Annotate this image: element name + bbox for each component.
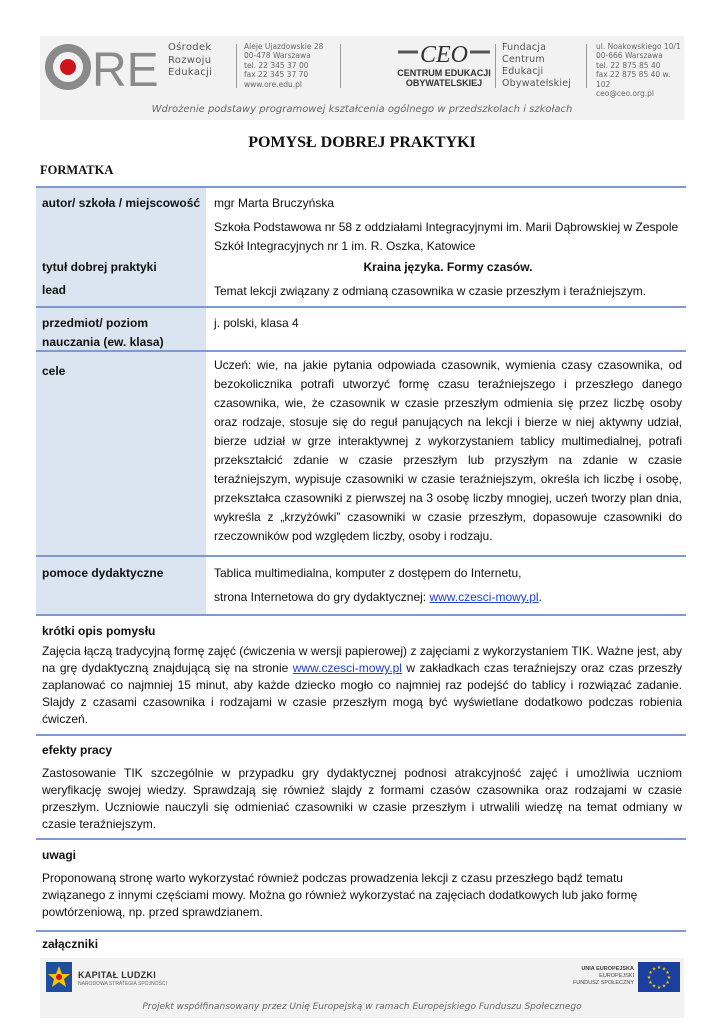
header-divider bbox=[236, 44, 237, 88]
description-link[interactable]: www.czesci-mowy.pl bbox=[292, 661, 402, 675]
page-title: POMYSŁ DOBREJ PRAKTYKI bbox=[248, 134, 476, 151]
label-cell-bg bbox=[36, 352, 206, 555]
svg-text:★: ★ bbox=[651, 983, 657, 990]
author-value: mgr Marta Bruczyńska bbox=[214, 196, 335, 210]
notes-label: uwagi bbox=[42, 848, 77, 862]
svg-text:★: ★ bbox=[665, 980, 670, 986]
ore-logo bbox=[44, 42, 162, 92]
table-rule bbox=[36, 930, 686, 932]
eu-text: UNIA EUROPEJSKA EUROPEJSKI FUNDUSZ SPOŁECZNY bbox=[572, 966, 634, 986]
ceo-name: Fundacja Centrum Edukacji Obywatelskiej bbox=[502, 42, 572, 89]
svg-text:★: ★ bbox=[665, 970, 670, 976]
ore-address: Aleje Ujazdowskie 28 00-478 Warszawa tel. 22 345 37 00 fax 22 345 37 70 www.ore.edu.pl bbox=[244, 42, 324, 89]
svg-text:★: ★ bbox=[648, 970, 653, 976]
footer-banner bbox=[40, 958, 684, 1018]
notes-text: Proponowaną stronę warto wykorzystać również podczas prowadzenia lekcji z czasu przeszłego bądź tematu związanego z innymi częściami mowy. Można go również wykorzystać na zajęciach dodatkowych lub jako formę powtórzeniową, np. przed sprawdzianem. bbox=[42, 871, 638, 919]
header-divider bbox=[340, 44, 341, 88]
game-link[interactable]: www.czesci-mowy.pl bbox=[429, 590, 539, 604]
svg-text:★: ★ bbox=[651, 966, 657, 973]
title-value: Kraina języka. Formy czasów. bbox=[363, 260, 533, 274]
header-banner bbox=[40, 36, 684, 120]
goals-value: Uczeń: wie, na jakie pytania odpowiada czasownik, wymienia czasy czasownika, od bezokolicznika potrafi utworzyć formę czasu teraźniejszego i przeszłego danego czasownika, wie, że czasownik w czasie przeszłym odmienia się przez liczbę osoby oraz rodzaje, stosuje się do reguł panujących na lekcji i bierze w niej aktywny udział, bierze udział w grze interaktywnej z wykorzystaniem tablicy multimedialnej, potrafi przekształcić zdanie w czasie przeszłym lub przyszłym na zdanie w czasie teraźniejszym, wypisuje czasowniki w czasie teraźniejszym, określa ich liczbę i osobę, przekształca czasowniki z pierwszej na 3 osobę liczby mnogiej, uczeń tworzy plan dnia, wykreśla z „krzyżówki” czasowniki w czasie przeszłym, dopasowuje czasowniki do rzeczowników pod względem liczby, osoby i rodzaju. bbox=[214, 358, 682, 543]
ceo-logo bbox=[396, 40, 492, 92]
subject-label: przedmiot/ poziom nauczania (ew. klasa) bbox=[42, 316, 164, 349]
effects-label: efekty pracy bbox=[42, 743, 113, 757]
kapital-ludzki-subtitle: NARODOWA STRATEGIA SPÓJNOŚCI bbox=[78, 981, 167, 987]
svg-text:RE: RE bbox=[92, 44, 159, 92]
school-value: Szkoła Podstawowa nr 58 z oddziałami Integracyjnymi im. Marii Dąbrowskiej w Zespole Szkół Integracyjnych nr 1 im. R. Oszka, Katowice bbox=[214, 220, 679, 253]
svg-text:OBYWATELSKIEJ: OBYWATELSKIEJ bbox=[405, 78, 483, 88]
svg-text:★: ★ bbox=[661, 983, 667, 990]
description-text: Zajęcia łączą tradycyjną formę zajęć (ćwiczenia w wersji papierowej) z zajęciami z wykorzystaniem TIK. Ważne jest, aby na grę dydaktyczną znajdującą się na stronie www.czesci-mowy.pl w zakładkach czas teraźniejszy oraz czas przeszły zaplanować co najmniej 15 minut, aby każde dziecko mogło co najmniej raz podejść do tablicy i rozwiązać zadanie. Slajdy z czasami czasownika i rodzajami w czasie przeszłym mogą być wyświetlane dodatkowo podczas robienia ćwiczeń. bbox=[42, 644, 682, 726]
svg-text:★: ★ bbox=[666, 975, 672, 981]
footer-text: Projekt współfinansowany przez Unię Europejską w ramach Europejskiego Funduszu Społecznego bbox=[142, 1002, 582, 1012]
table-rule bbox=[36, 838, 686, 840]
table-rule bbox=[36, 614, 686, 616]
header-tagline: Wdrożenie podstawy programowej kształcenia ogólnego w przedszkolach i szkołach bbox=[151, 104, 573, 115]
header-divider bbox=[586, 44, 587, 88]
ceo-address: ul. Noakowskiego 10/1 00-666 Warszawa tel. 22 875 85 40 fax 22 875 85 40 w. 102 ceo@ceo.org.pl bbox=[596, 42, 681, 99]
svg-text:★: ★ bbox=[656, 965, 662, 971]
lead-value: Temat lekcji związany z odmianą czasownika w czasie przeszłym i teraźniejszym. bbox=[214, 284, 647, 298]
aids-value-2: strona Internetowa do gry dydaktycznej: www.czesci-mowy.pl. bbox=[214, 590, 542, 604]
lead-label: lead bbox=[42, 283, 67, 297]
effects-text: Zastosowanie TIK szczególnie w przypadku gry dydaktycznej podnosi atrakcyjność zajęć i umożliwia uczniom weryfikację swojej wiedzy. Sprawdzają się również slajdy z formami czasów czasownika oraz rodzajami w czasie przeszłym. Uczniowie nauczyli się odmieniać czasowniki w czasie przeszłym i utrwalili wiedzę na temat odmiany w czasie teraźniejszym. bbox=[42, 766, 682, 831]
author-label: autor/ szkoła / miejscowość bbox=[42, 196, 201, 210]
svg-text:CEO: CEO bbox=[420, 42, 468, 68]
svg-text:CENTRUM EDUKACJI: CENTRUM EDUKACJI bbox=[397, 68, 491, 78]
subject-value: j. polski, klasa 4 bbox=[214, 316, 299, 330]
svg-text:★: ★ bbox=[648, 980, 653, 986]
description-label: krótki opis pomysłu bbox=[42, 624, 156, 638]
kapital-ludzki-logo bbox=[46, 962, 72, 992]
svg-text:★: ★ bbox=[656, 985, 662, 991]
aids-value-1: Tablica multimedialna, komputer z dostępem do Internetu, bbox=[214, 566, 522, 580]
section-label: FORMATKA bbox=[40, 163, 114, 177]
title-label: tytuł dobrej praktyki bbox=[42, 260, 157, 274]
ore-name: Ośrodek Rozwoju Edukacji bbox=[168, 42, 213, 78]
svg-text:★: ★ bbox=[646, 975, 652, 981]
eu-flag-icon bbox=[638, 962, 680, 992]
goals-label: cele bbox=[42, 364, 66, 378]
attachments-label: załączniki bbox=[42, 937, 99, 951]
header-divider bbox=[495, 44, 496, 88]
aids-label: pomoce dydaktyczne bbox=[42, 566, 164, 580]
table-rule bbox=[36, 734, 686, 736]
svg-text:★: ★ bbox=[661, 966, 667, 973]
kapital-ludzki-name: KAPITAŁ LUDZKI bbox=[78, 970, 157, 980]
